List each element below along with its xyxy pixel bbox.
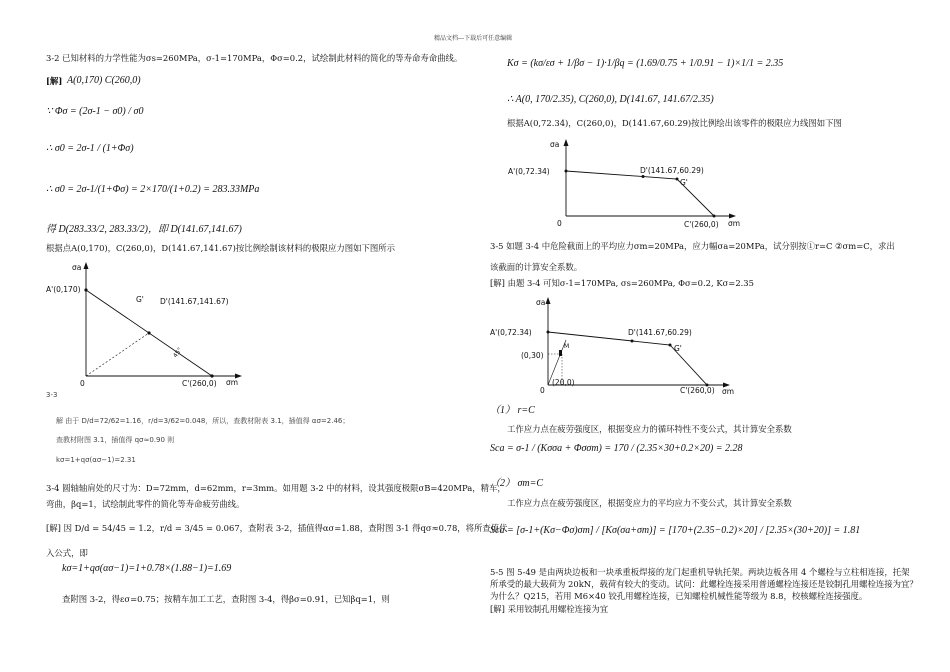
problem-3-3-line3: kσ=1+qσ(ασ−1)=2.31 <box>56 456 136 464</box>
problem-3-5-line2: 该截面的计算安全系数。 <box>490 262 583 272</box>
graph2-point-a <box>565 170 568 173</box>
graph2-axis-y-label: σa <box>550 140 560 149</box>
problem-5-5-line3: 为什么？Q215，若用 M6×40 铰孔用螺栓连接，已知螺栓机械性能等级为 8.8，校核螺栓连接强度。 <box>490 591 868 601</box>
graph1-axis-y-label: σa <box>72 263 82 272</box>
problem-3-5-line1: 3-5 如题 3-4 中危险截面上的平均应力σm=20MPa，应力幅σa=20MPa，试分别按①r=C ②σm=C，求出 <box>490 241 895 251</box>
graph1-45-line <box>86 333 149 376</box>
problem-3-3-line2: 查教材附图 3.1，插值得 qσ≈0.90 则 <box>56 436 175 444</box>
problem-3-4-line1: 3-4 圆轴轴肩处的尺寸为：D=72mm，d=62mm，r=3mm。如用题 3-2 中的材料，设其强度极限σB=420MPa，精车， <box>46 483 506 493</box>
graph3-label-m: M <box>564 343 570 350</box>
graph2-limit-line <box>566 171 714 216</box>
problem-3-4-line2: 弯曲，βq=1，试绘制此零件的简化等寿命疲劳曲线。 <box>46 499 245 509</box>
limit-stress-graph-material <box>46 258 245 388</box>
graph3-point-a <box>547 331 550 334</box>
graph2-point-d <box>642 175 645 178</box>
limit-stress-graph-part <box>500 134 750 230</box>
graph1-point-c <box>210 374 213 377</box>
graph2-label-a: A'(0,72.34) <box>508 167 550 176</box>
graph1-label-a: A'(0,170) <box>46 285 81 294</box>
equation-k-total: Kσ = (kσ/εσ + 1/βσ − 1)·1/βq = (1.69/0.75 + 1/0.91 − 1)×1/1 = 2.35 <box>507 58 784 69</box>
case2-text: 工作应力点在疲劳强度区，根据变应力的平均应力不变公式，其计算安全系数 <box>507 498 792 508</box>
equation-point-d: 得 D(283.33/2, 283.33/2)，即 D(141.67,141.67) <box>46 224 242 235</box>
equation-sigma0-value: ∴ σ0 = 2σ-1/(1+Φσ) = 2×170/(1+0.2) = 283.33MPa <box>46 184 260 195</box>
graph2-label-c: C'(260,0) <box>684 220 719 229</box>
graph3-axis-x-label: σm <box>722 387 735 396</box>
equation-sigma0: ∴ σ0 = 2σ-1 / (1+Φσ) <box>46 143 134 154</box>
graph3-label-c: C'(260,0) <box>680 386 715 395</box>
graph3-axis-y-label: σa <box>536 298 546 307</box>
graph2-label-g: G' <box>680 178 688 187</box>
graph3-label-g: G' <box>674 344 682 353</box>
problem-3-3-line1: 解 由于 D/d=72/62=1.16，r/d=3/62=0.048，所以，查教材附表 3.1，插值得 ασ=2.46； <box>56 417 350 425</box>
problem-5-5-line1: 5-5 图 5-49 是由两块边板和一块承重板焊接的龙门起重机导轨托架。两块边板各用 4 个螺栓与立柱相连接，托架 <box>490 567 910 577</box>
case1-label: （1） r=C <box>490 405 535 416</box>
problem-3-4-line3: [解] 因 D/d = 54/45 = 1.2，r/d = 3/45 = 0.067，查附表 3-2，插值得ασ=1.88，查附图 3-1 得qσ≈0.78，将所查值代 <box>46 523 508 533</box>
graph1-point-d <box>147 331 150 334</box>
problem-3-4-line6: 查附图 3-2，得εσ=0.75；按精车加工工艺，查附图 3-4，得βσ=0.91，已知βq=1，则 <box>62 594 390 604</box>
page-header: 精品文档---下载后可任意编辑 <box>434 35 513 42</box>
equation-points-scaled: ∴ A(0, 170/2.35), C(260,0), D(141.67, 141.67/2.35) <box>507 94 714 105</box>
graph1-axis-x-label: σm <box>226 378 239 387</box>
solution-points: A(0,170) C(260,0) <box>67 75 141 86</box>
equation-k-sigma: kσ=1+qσ(ασ−1)=1+0.78×(1.88−1)=1.69 <box>62 563 232 574</box>
graph1-label-c: C'(260,0) <box>182 379 217 388</box>
solution-label: [解] <box>46 76 63 86</box>
graph3-point-d <box>631 340 634 343</box>
graph1-label-g: G' <box>136 295 144 304</box>
graph2-axis-x-label: σm <box>728 219 741 228</box>
problem-3-4-line4: 入公式，即 <box>46 548 88 558</box>
graph3-point-m <box>559 350 562 356</box>
graph3-label-d: D'(141.67,60.29) <box>628 328 692 337</box>
graph2-label-d: D'(141.67,60.29) <box>640 166 704 175</box>
equation-phi: ∵ Φσ = (2σ-1 − σ0) / σ0 <box>46 106 144 117</box>
graph2-origin: 0 <box>557 219 562 228</box>
problem-3-3-label: 3-3 <box>46 391 58 399</box>
problem-5-5-line2: 所承受的最大载荷为 20kN，载荷有较大的变动。试问：此螺栓连接采用普通螺栓连接还是铰制孔用螺栓连接为宜？ <box>490 579 918 589</box>
graph3-point-g <box>669 344 672 347</box>
graph3-label-20: (20,0) <box>552 378 575 387</box>
graph2-instruction: 根据A(0,72.34)，C(260,0)，D(141.67,60.29)按比例绘出该零件的极限应力线图如下图 <box>507 118 842 128</box>
problem-5-5-line4: [解] 采用铰制孔用螺栓连接为宜 <box>490 604 609 614</box>
graph3-label-30: (0,30) <box>521 351 544 360</box>
graph1-origin: 0 <box>80 379 85 388</box>
graph1-angle: 45° <box>171 346 184 360</box>
case1-text: 工作应力点在疲劳强度区，根据变应力的循环特性不变公式，其计算安全系数 <box>507 424 792 434</box>
problem-3-5-line3: [解] 由题 3-4 可知σ-1=170MPa, σs=260MPa, Φσ=0.2, Kσ=2.35 <box>490 278 754 288</box>
case2-label: （2） σm=C <box>490 478 544 489</box>
case2-equation: Sca = [σ-1+(Kσ−Φσ)σm] / [Kσ(σa+σm)] = [170+(2.35−0.2)×20] / [2.35×(30+20)] = 1.81 <box>490 525 861 536</box>
graph3-label-a: A'(0,72.34) <box>490 328 532 337</box>
graph2-point-c <box>713 215 716 218</box>
graph3-origin: 0 <box>540 386 545 395</box>
problem-3-2: 3-2 已知材料的力学性能为σs=260MPa，σ-1=170MPa，Φσ=0.2，试绘制此材料的简化的等寿命寿命曲线。 <box>46 53 463 63</box>
graph1-point-a <box>84 288 87 291</box>
working-point-graph <box>488 292 758 396</box>
case1-equation: Sca = σ-1 / (Kσσa + Φσσm) = 170 / (2.35×30+0.2×20) = 2.28 <box>490 443 743 454</box>
graph1-label-d: D'(141.67,141.67) <box>160 297 229 306</box>
graph1-instruction: 根据点A(0,170)，C(260,0)，D(141.67,141.67)按比例绘制该材料的极限应力图如下图所示 <box>46 243 395 253</box>
graph2-point-g <box>676 178 679 181</box>
